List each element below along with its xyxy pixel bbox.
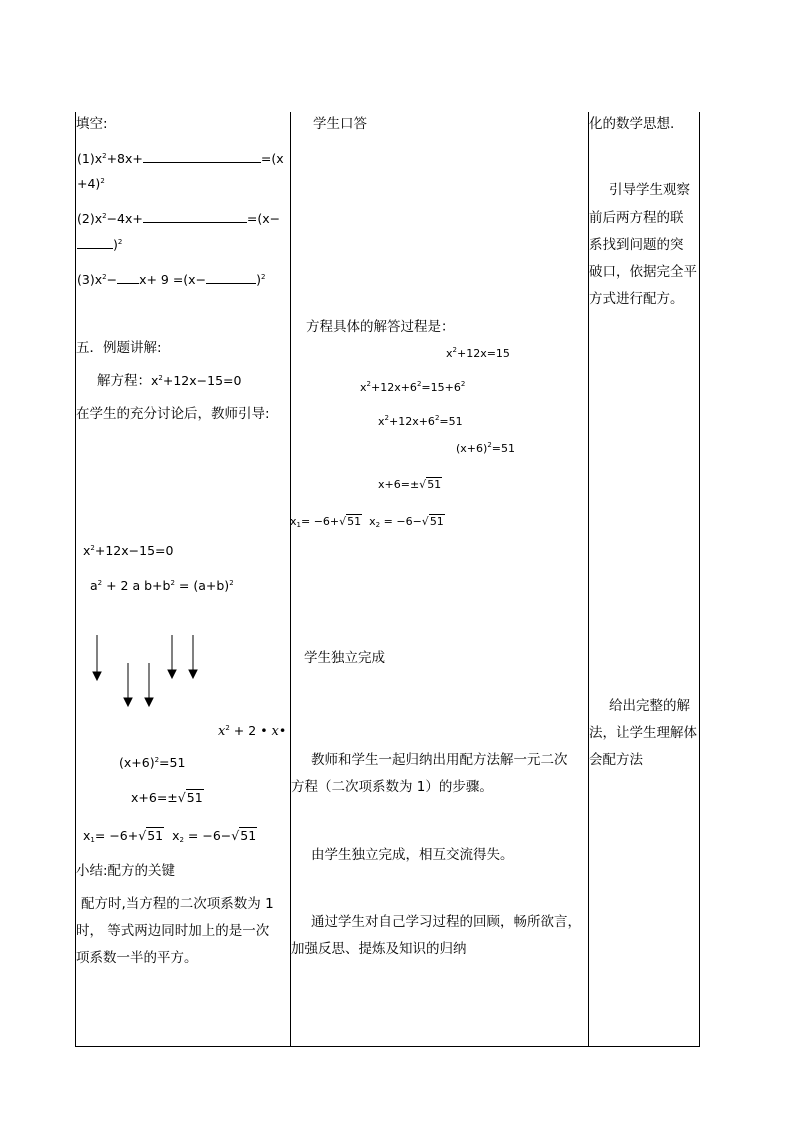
blank-3[interactable] xyxy=(77,236,113,249)
blank-2[interactable] xyxy=(143,210,247,223)
step-5: x+6=±√51 xyxy=(378,478,442,491)
guide-line-5: 方式进行配方。 xyxy=(589,291,684,307)
full-line-3: 会配方法 xyxy=(589,752,643,768)
summary-line-1: 配方时,当方程的二次项系数为 1 xyxy=(81,896,274,912)
exercise-1: $(1)x^2+8x+ =(x$ xyxy=(77,151,284,166)
summary-line-3: 项系数一半的平方。 xyxy=(76,950,198,966)
correspondence-arrows xyxy=(85,630,215,710)
dot-symbol: • xyxy=(278,723,287,738)
guide-line-2: 前后两方程的联 xyxy=(589,210,684,226)
roots: $x_1= -6+√51$ $x_2 = -6-√51$ xyxy=(83,828,257,844)
student-answer: 学生口答 xyxy=(313,116,367,132)
blank-1[interactable] xyxy=(143,150,261,163)
math-thought: 化的数学思想. xyxy=(589,116,675,132)
table-border-col1 xyxy=(290,112,291,1047)
reflect-line-2: 加强反思、提炼及知识的归纳 xyxy=(291,941,467,957)
exchange-text: 由学生独立完成，相互交流得失。 xyxy=(311,847,514,863)
summary-line-2: 时， 等式两边同时加上的是一次 xyxy=(76,923,270,939)
step-4: $(x+6)^2=51$ xyxy=(456,441,515,455)
plus-minus-equation: x+6=±√51 xyxy=(131,790,203,805)
blank-5[interactable] xyxy=(206,271,256,284)
exercise-1-cont: +4)$^2$ xyxy=(77,176,105,191)
exercise-2: $(2)x^2-4x+ =(x-$ xyxy=(77,211,281,226)
guide-line-4: 破口，依据完全平 xyxy=(589,264,697,280)
reflect-line-1: 通过学生对自己学习过程的回顾，畅所欲言， xyxy=(311,914,581,930)
independent-text: 学生独立完成 xyxy=(304,650,385,666)
full-line-2: 法，让学生理解体 xyxy=(589,725,697,741)
guide-text: 在学生的充分讨论后，教师引导: xyxy=(76,406,270,422)
step-2: $x^2+12x+6^2=15+6^2$ xyxy=(360,380,466,394)
step-1: $x^2+12x=15$ xyxy=(446,346,510,360)
step-roots: $x_1= -6+√51$ $x_2 = -6-√51$ xyxy=(290,515,444,529)
guide-line-1: 引导学生观察 xyxy=(609,182,690,198)
summary-title: 小结:配方的关键 xyxy=(76,863,176,879)
diagram-equation: $x^2+12x-15=0$ xyxy=(83,543,174,558)
solve-equation: 解方程：$x^2+12x-15=0$ xyxy=(97,373,242,389)
guide-line-3: 系找到问题的突 xyxy=(589,237,684,253)
fill-blank-heading: 填空: xyxy=(76,116,108,132)
table-border-bottom xyxy=(75,1046,700,1047)
table-border-left xyxy=(75,112,76,1047)
dot-symbol: • xyxy=(260,723,268,738)
process-title: 方程具体的解答过程是： xyxy=(306,319,455,335)
square-equation: $(x+6)^2=51$ xyxy=(119,755,186,770)
table-border-right xyxy=(699,112,700,1047)
exercise-3: $(3)x^2- x+ 9 =(x- )^2$ xyxy=(77,272,266,287)
perfect-square-formula: $a^2 + 2$ a $b+b^2 = (a+b)^2$ xyxy=(90,578,234,593)
section-5-heading: 五．例题讲解: xyxy=(76,340,162,356)
summary-para-1: 教师和学生一起归纳出用配方法解一元二次 xyxy=(311,752,568,768)
exercise-2-cont: )$^2$ xyxy=(77,236,122,253)
expression-x2-2x: $x^2 + 2$ • x• xyxy=(218,723,287,739)
full-line-1: 给出完整的解 xyxy=(609,698,690,714)
summary-para-2: 方程（二次项系数为 1）的步骤。 xyxy=(291,779,493,795)
step-3: $x^2+12x+6^2=51$ xyxy=(378,414,463,428)
blank-4[interactable] xyxy=(117,271,139,284)
